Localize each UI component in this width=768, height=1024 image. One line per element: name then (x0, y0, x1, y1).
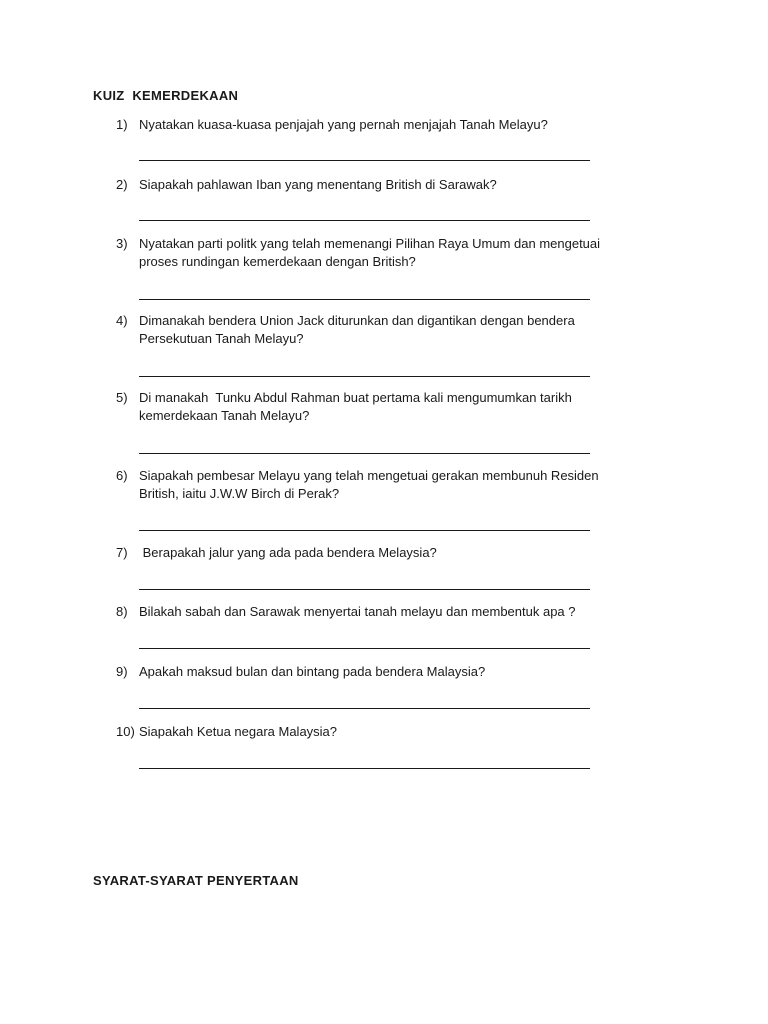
question-text: Nyatakan kuasa-kuasa penjajah yang pernah menjajah Tanah Melayu? (139, 117, 548, 132)
question-number: 7) (116, 545, 128, 560)
answer-line[interactable] (139, 220, 590, 221)
answer-line[interactable] (139, 708, 590, 709)
answer-line[interactable] (139, 376, 590, 377)
requirements-title: SYARAT-SYARAT PENYERTAAN (93, 873, 299, 888)
question-text: Nyatakan parti politk yang telah memenangi Pilihan Raya Umum dan mengetuai proses rundingan kemerdekaan dengan British? (139, 236, 601, 269)
question-number: 9) (116, 664, 128, 679)
question-text: Dimanakah bendera Union Jack diturunkan dan digantikan dengan bendera Persekutuan Tanah Melayu? (139, 313, 575, 346)
question-text: Bilakah sabah dan Sarawak menyertai tanah melayu dan membentuk apa ? (139, 604, 576, 619)
answer-line[interactable] (139, 589, 590, 590)
question-number: 4) (116, 313, 128, 328)
question-number: 6) (116, 468, 128, 483)
quiz-title: KUIZ KEMERDEKAAN (93, 88, 239, 103)
answer-line[interactable] (139, 453, 590, 454)
answer-line[interactable] (139, 160, 590, 161)
question-number: 1) (116, 117, 128, 132)
question-text: Siapakah Ketua negara Malaysia? (139, 724, 338, 739)
answer-line[interactable] (139, 530, 590, 531)
answer-line[interactable] (139, 768, 590, 769)
question-number: 2) (116, 177, 128, 192)
question-text: Siapakah pahlawan Iban yang menentang British di Sarawak? (139, 177, 497, 192)
question-text: Apakah maksud bulan dan bintang pada bendera Malaysia? (139, 664, 486, 679)
question-text: Berapakah jalur yang ada pada bendera Melaysia? (139, 545, 437, 560)
answer-line[interactable] (139, 648, 590, 649)
question-number: 5) (116, 390, 128, 405)
question-text: Di manakah Tunku Abdul Rahman buat pertama kali mengumumkan tarikh kemerdekaan Tanah Melayu? (139, 390, 572, 423)
question-text: Siapakah pembesar Melayu yang telah mengetuai gerakan membunuh Residen British, iaitu J.W.W Birch di Perak? (139, 468, 599, 501)
answer-line[interactable] (139, 299, 590, 300)
question-number: 3) (116, 236, 128, 251)
question-number: 10) (116, 724, 135, 739)
question-number: 8) (116, 604, 128, 619)
